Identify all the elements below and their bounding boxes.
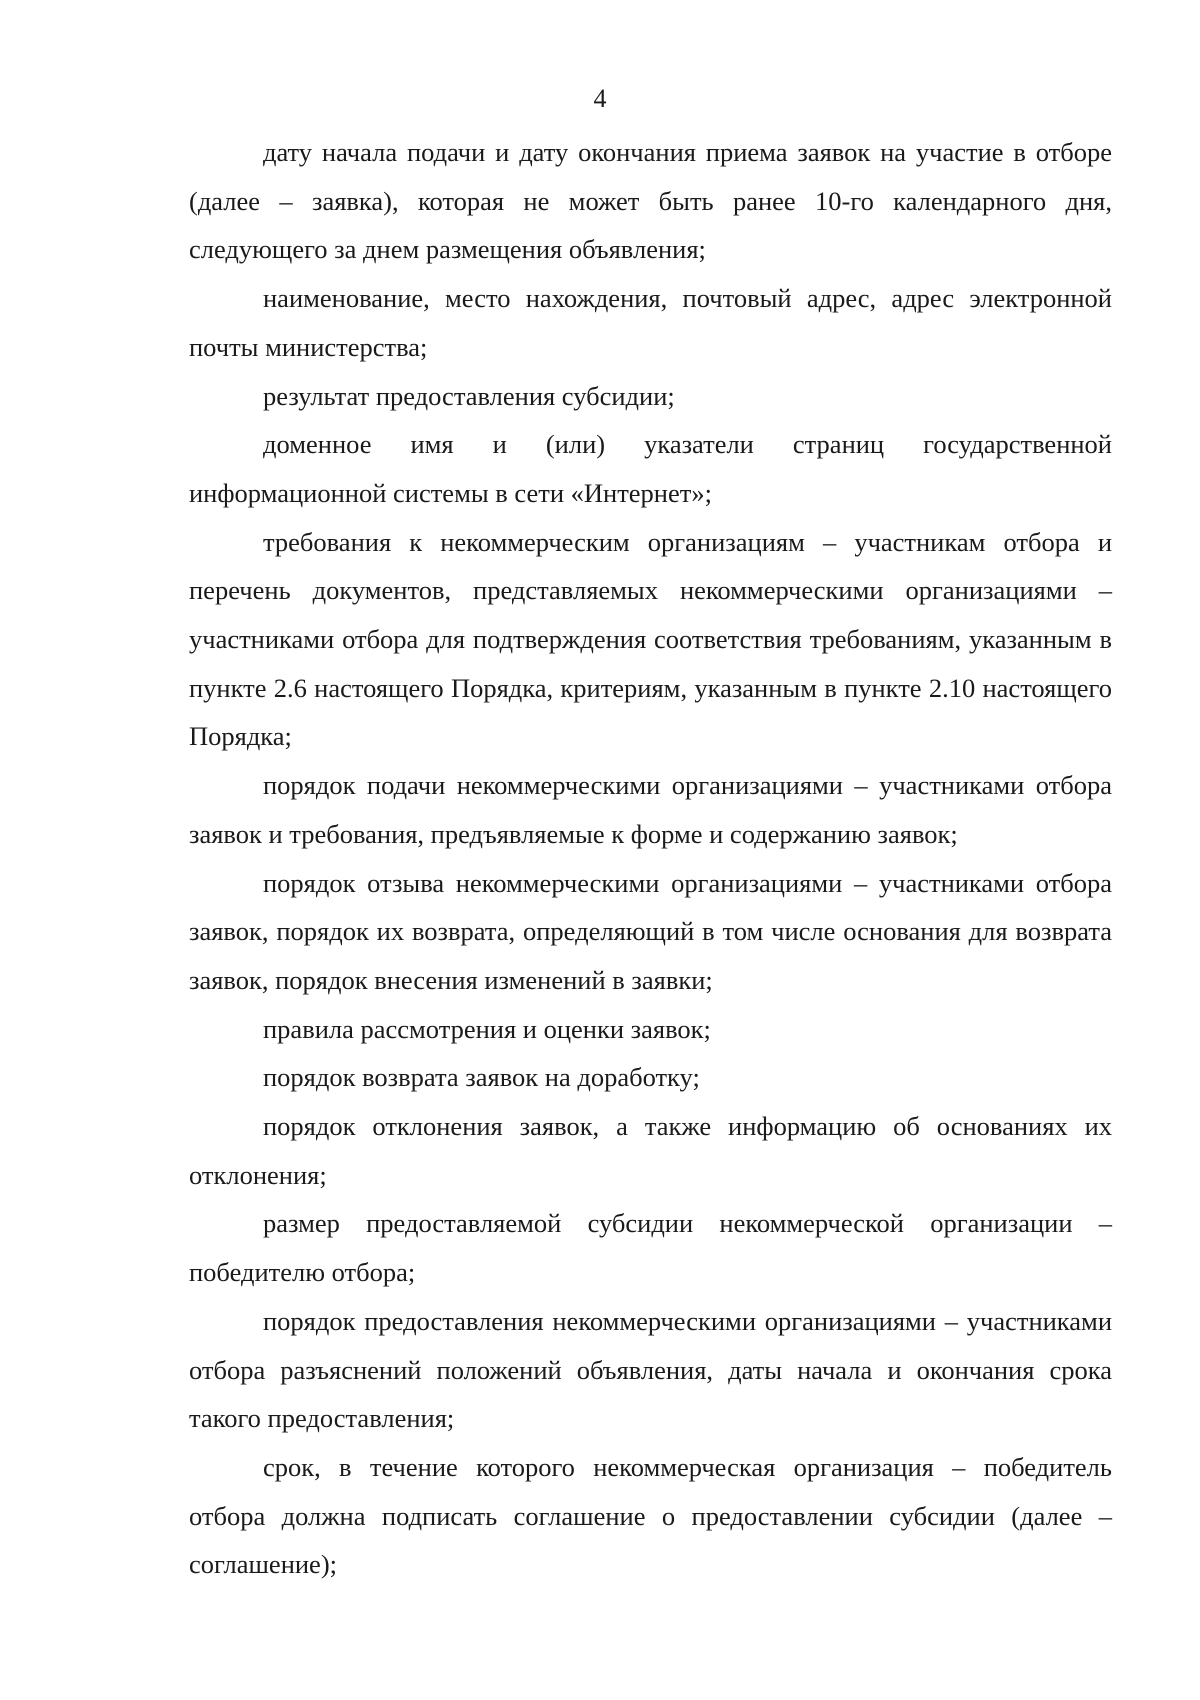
paragraph-agreement-deadline: срок, в течение которого некоммерческая организация – победитель отбора должна подписать соглашение о предоставлении субсидии (далее – соглашение);	[189, 1451, 1112, 1580]
paragraph-subsidy-result: результат предоставления субсидии;	[263, 380, 675, 411]
paragraph-subsidy-amount: размер предоставляемой субсидии некоммерческой организации – победителю отбора;	[189, 1208, 1112, 1288]
paragraph-participant-requirements: требования к некоммерческим организациям – участникам отбора и перечень документов, представляемых некоммерческими организациями – участниками отбора для подтверждения соответствия требованиям, указанным в пункте 2.6 настоящего Порядка, критериям, указанным в пункте 2.10 настоящего Порядка;	[189, 526, 1112, 752]
paragraph-submission-procedure: порядок подачи некоммерческими организациями – участниками отбора заявок и требования, предъявляемые к форме и содержанию заявок;	[189, 770, 1112, 849]
paragraph-withdrawal-procedure: порядок отзыва некоммерческими организациями – участниками отбора заявок, порядок их возврата, определяющий в том числе основания для возврата заявок, порядок внесения изменений в заявки;	[189, 867, 1112, 995]
paragraph-announcement-dates: дату начала подачи и дату окончания приема заявок на участие в отборе (далее – заявка), которая не может быть ранее 10-го календарного дня, следующего за днем размещения объявления;	[189, 137, 1112, 265]
paragraph-return-for-revision: порядок возврата заявок на доработку;	[263, 1062, 700, 1093]
page-number: 4	[593, 84, 607, 113]
paragraph-domain-name: доменное имя и (или) указатели страниц государственной информационной системы в сети «Интернет»;	[189, 429, 1112, 508]
paragraph-rejection-procedure: порядок отклонения заявок, а также информацию об основаниях их отклонения;	[189, 1111, 1112, 1190]
paragraph-review-rules: правила рассмотрения и оценки заявок;	[263, 1013, 711, 1044]
paragraph-clarifications-procedure: порядок предоставления некоммерческими организациями – участниками отбора разъяснений положений объявления, даты начала и окончания срока такого предоставления;	[189, 1305, 1112, 1434]
paragraph-ministry-contacts: наименование, место нахождения, почтовый адрес, адрес электронной почты министерства;	[189, 283, 1112, 362]
document-body	[189, 128, 1112, 1589]
